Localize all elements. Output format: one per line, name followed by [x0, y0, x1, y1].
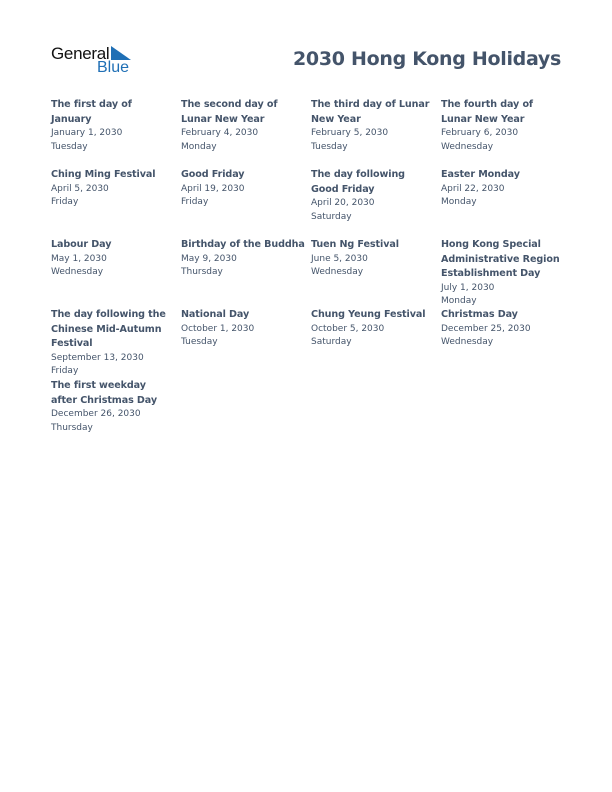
holiday-entry: [441, 168, 565, 210]
holiday-weekday: Monday: [441, 296, 477, 307]
holiday-entry: [311, 98, 435, 154]
holiday-name: The third day of Lunar New Year: [311, 99, 430, 125]
holiday-name: Good Friday: [181, 169, 245, 180]
holiday-weekday: Saturday: [311, 211, 352, 222]
holiday-weekday: Friday: [181, 197, 209, 208]
page-title: 2030 Hong Kong Holidays: [293, 48, 561, 70]
holiday-name: Easter Monday: [441, 169, 520, 180]
holiday-entry: [441, 238, 565, 309]
holiday-name: Ching Ming Festival: [51, 169, 156, 180]
holiday-date: April 20, 2030: [311, 198, 375, 208]
holiday-name: The first weekday after Christmas Day: [51, 380, 158, 406]
holiday-entry: [311, 308, 435, 350]
holiday-entry: [181, 308, 305, 350]
holiday-date: December 25, 2030: [441, 323, 531, 334]
holiday-date: July 1, 2030: [441, 282, 495, 293]
holiday-name: Christmas Day: [441, 309, 518, 320]
holiday-weekday: Thursday: [181, 267, 223, 278]
holiday-name: Tuen Ng Festival: [311, 239, 399, 250]
holiday-entry: [51, 168, 175, 210]
holiday-weekday: Wednesday: [441, 141, 494, 152]
holiday-entry: [51, 379, 175, 435]
holiday-name: The second day of Lunar New Year: [181, 99, 278, 125]
holiday-name: The first day of January: [51, 99, 132, 125]
logo-word-blue: Blue: [97, 59, 130, 76]
holiday-name: Birthday of the Buddha: [181, 239, 305, 250]
holiday-weekday: Monday: [441, 197, 477, 208]
holiday-weekday: Wednesday: [311, 267, 364, 278]
holiday-entry: [181, 238, 305, 280]
holiday-date: February 4, 2030: [181, 128, 259, 138]
logo-triangle-icon: [111, 46, 131, 60]
holiday-date: April 22, 2030: [441, 183, 505, 194]
holiday-entry: [181, 168, 305, 210]
holiday-weekday: Friday: [51, 197, 79, 208]
holiday-date: April 19, 2030: [181, 183, 245, 194]
holiday-date: May 9, 2030: [181, 253, 237, 264]
holiday-name: Hong Kong Special Administrative Region Establishment Day: [441, 239, 560, 279]
holiday-weekday: Tuesday: [181, 337, 218, 348]
holiday-weekday: Monday: [181, 141, 217, 152]
general-blue-logo: [51, 44, 141, 78]
holiday-weekday: Saturday: [311, 337, 352, 348]
holiday-weekday: Wednesday: [51, 267, 104, 278]
holiday-name: The day following Good Friday: [311, 169, 405, 195]
holiday-weekday: Tuesday: [51, 141, 88, 152]
holiday-date: June 5, 2030: [311, 253, 368, 264]
holiday-name: The fourth day of Lunar New Year: [441, 99, 534, 125]
holiday-weekday: Tuesday: [311, 141, 348, 152]
holiday-entry: [311, 168, 435, 224]
holiday-weekday: Friday: [51, 366, 79, 377]
holiday-entry: [441, 308, 565, 350]
holiday-date: January 1, 2030: [51, 128, 123, 138]
logo-word-general: General: [51, 44, 110, 63]
holiday-date: October 1, 2030: [181, 323, 255, 334]
holiday-date: February 6, 2030: [441, 128, 519, 138]
holiday-date: December 26, 2030: [51, 409, 141, 419]
holiday-name: Chung Yeung Festival: [311, 309, 426, 320]
holiday-entry: [181, 98, 305, 154]
holiday-date: May 1, 2030: [51, 253, 107, 264]
holiday-entry: [441, 98, 565, 154]
holiday-name: Labour Day: [51, 239, 112, 250]
holiday-entry: [51, 308, 175, 379]
holiday-entry: [311, 238, 435, 280]
holiday-name: National Day: [181, 309, 250, 320]
holiday-date: April 5, 2030: [51, 183, 109, 194]
holiday-date: February 5, 2030: [311, 128, 389, 138]
holiday-weekday: Thursday: [51, 422, 93, 433]
holiday-date: September 13, 2030: [51, 352, 144, 363]
holiday-date: October 5, 2030: [311, 323, 385, 334]
holiday-weekday: Wednesday: [441, 337, 494, 348]
holiday-entry: [51, 238, 175, 280]
holiday-name: The day following the Chinese Mid-Autumn Festival: [51, 309, 166, 349]
holiday-entry: [51, 98, 175, 154]
